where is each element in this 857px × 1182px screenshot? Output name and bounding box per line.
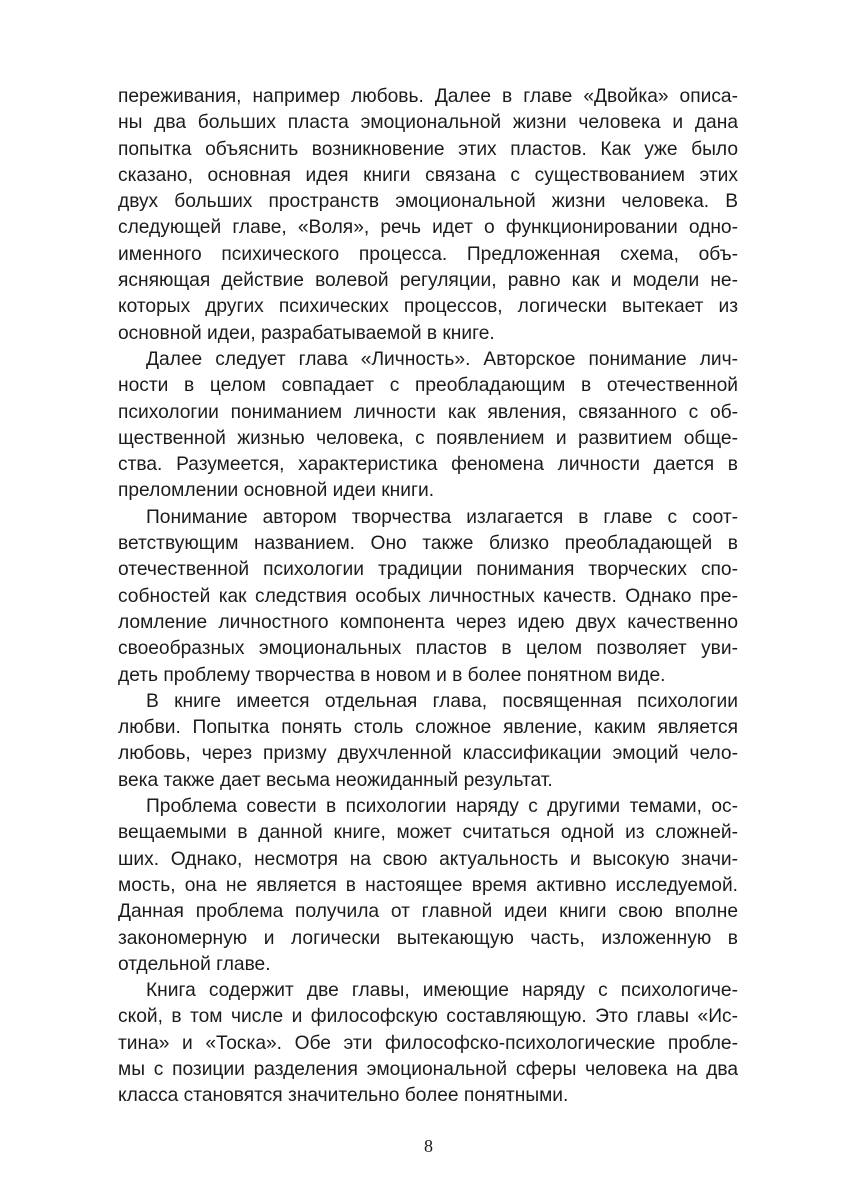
text-line: мы с позиции разделения эмоциональной сферы человека на два	[118, 1058, 738, 1080]
paragraph	[118, 978, 738, 1109]
text-line: ской, в том числе и философскую составляющую. Это главы «Ис-	[118, 1006, 738, 1028]
paragraph	[118, 689, 738, 794]
text-line: ветствующим названием. Оно также близко преобладающей в	[118, 533, 738, 555]
text-line: Понимание автором творчества излагается в главе с соот-	[146, 506, 738, 528]
text-line: деть проблему творчества в новом и в более понятном виде.	[118, 664, 666, 686]
text-line: которых других психических процессов, логически вытекает из	[118, 296, 738, 318]
text-line: В книге имеется отдельная глава, посвященная психологии	[146, 690, 738, 712]
paragraph	[118, 505, 738, 689]
text-line: основной идеи, разрабатываемой в книге.	[118, 322, 495, 344]
text-line: закономерную и логически вытекающую часть, изложенную в	[118, 927, 738, 949]
text-line: следующей главе, «Воля», речь идет о функционировании одно-	[118, 217, 738, 239]
text-line: психологии пониманием личности как явления, связанного с об-	[118, 401, 738, 423]
text-line: отечественной психологии традиции понимания творческих спо-	[118, 559, 738, 581]
text-line: века также дает весьма неожиданный результат.	[118, 769, 553, 791]
text-line: Далее следует глава «Личность». Авторское понимание лич-	[146, 348, 738, 370]
text-line: переживания, например любовь. Далее в главе «Двойка» описа-	[118, 86, 738, 107]
text-line: щественной жизнью человека, с появлением и развитием обще-	[118, 427, 738, 449]
text-line: ны два больших пласта эмоциональной жизни человека и дана	[118, 112, 738, 134]
page-number: 8	[424, 1136, 433, 1156]
paragraph	[118, 84, 738, 347]
text-line: отдельной главе.	[118, 953, 271, 975]
text-line: класса становятся значительно более понятными.	[118, 1085, 569, 1107]
text-line: любви. Попытка понять столь сложное явление, каким является	[118, 717, 738, 739]
text-line: ности в целом совпадает с преобладающим в отечественной	[118, 375, 738, 397]
text-line: преломлении основной идеи книги.	[118, 480, 435, 502]
text-line: именного психического процесса. Предложенная схема, объ-	[118, 243, 738, 265]
text-line: ломление личностного компонента через идею двух качественно	[118, 611, 738, 633]
text-line: своеобразных эмоциональных пластов в целом позволяет уви-	[118, 638, 738, 660]
text-line: Данная проблема получила от главной идеи книги свою вполне	[118, 901, 738, 923]
text-line: любовь, через призму двухчленной классификации эмоций чело-	[118, 743, 738, 765]
text-line: тина» и «Тоска». Обе эти философско-психологические пробле-	[118, 1032, 738, 1054]
text-line: Книга содержит две главы, имеющие наряду с психологиче-	[146, 980, 738, 1002]
text-line: вещаемыми в данной книге, может считаться одной из сложней-	[118, 822, 738, 844]
text-line: сказано, основная идея книги связана с существованием этих	[118, 164, 738, 186]
text-line: ства. Разумеется, характеристика феномена личности дается в	[118, 454, 738, 476]
text-line: ясняющая действие волевой регуляции, равно как и модели не-	[118, 270, 738, 292]
text-line: попытка объяснить возникновение этих пластов. Как уже было	[118, 138, 738, 160]
text-line: собностей как следствия особых личностных качеств. Однако пре-	[118, 585, 738, 607]
paragraph	[118, 347, 738, 505]
body-text	[118, 84, 738, 1110]
paragraph	[118, 794, 738, 978]
text-line: ших. Однако, несмотря на свою актуальность и высокую значи-	[118, 848, 738, 870]
text-line: двух больших пространств эмоциональной жизни человека. В	[118, 191, 738, 213]
text-line: Проблема совести в психологии наряду с другими темами, ос-	[146, 796, 738, 818]
text-line: мость, она не является в настоящее время активно исследуемой.	[118, 874, 738, 896]
